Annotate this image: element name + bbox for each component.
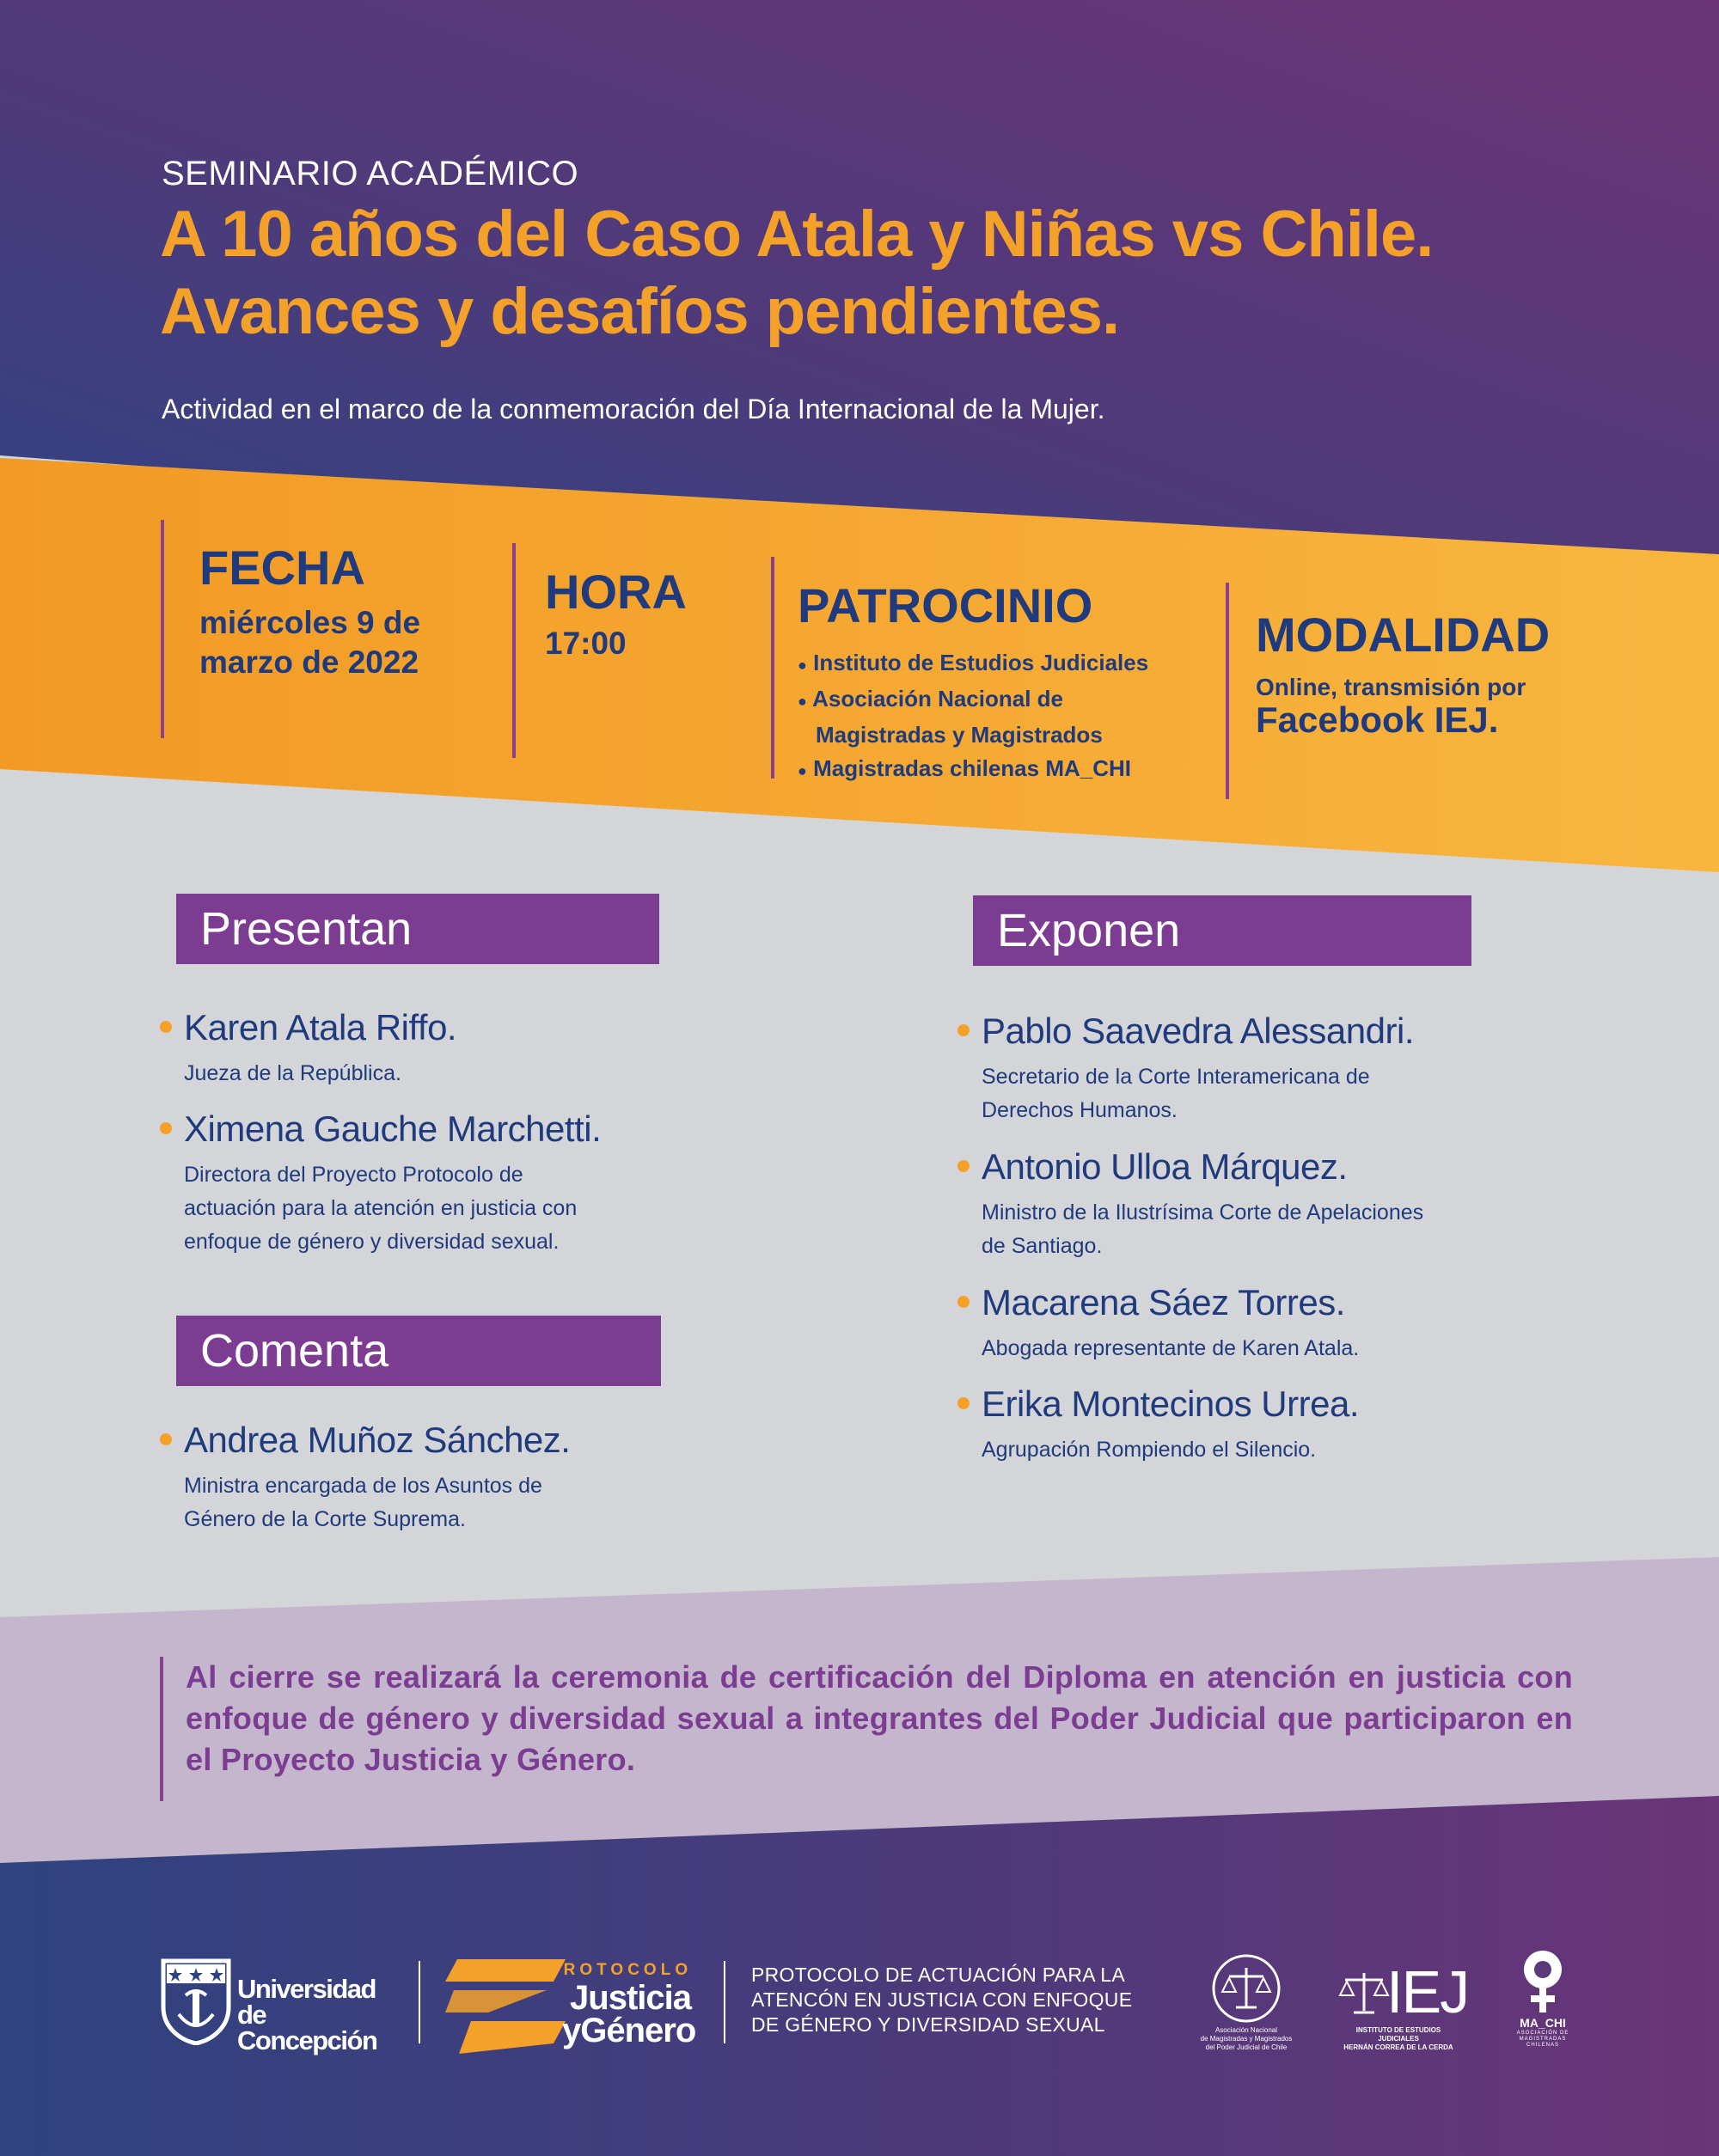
- fecha-line2: marzo de 2022: [199, 644, 419, 680]
- exponen-label: Exponen: [997, 905, 1181, 956]
- divider-line: [160, 1657, 163, 1801]
- event-title-line1: A 10 años del Caso Atala y Niñas vs Chile.: [160, 198, 1434, 271]
- person-name: Pablo Saavedra Alessandri.: [982, 1011, 1414, 1051]
- bullet-icon: [957, 1024, 970, 1036]
- protocolo-name-line1: Justicia: [570, 1979, 691, 2017]
- scales-icon: [1210, 1952, 1282, 2025]
- divider-line: [512, 543, 516, 758]
- divider-line: [161, 520, 164, 738]
- person-role: Directora del Proyecto Protocolo de actuación para la atención en justicia con enfoque de género y diversidad sexual.: [184, 1163, 578, 1254]
- comenta-header: [161, 1316, 661, 1386]
- sponsor-item: ● Asociación Nacional de: [798, 686, 1064, 712]
- iej-scales-icon: [1338, 1968, 1390, 2019]
- udec-shield-icon: [160, 1958, 232, 2045]
- modalidad-line1: Online, transmisión por: [1256, 674, 1526, 700]
- presentan-header: [161, 894, 659, 964]
- iej-logo: [1335, 1958, 1469, 2052]
- person-role: Ministra encargada de los Asuntos de Género de la Corte Suprema.: [184, 1474, 542, 1531]
- patrocinio-list: [798, 646, 1148, 788]
- sponsor-item: ● Instituto de Estudios Judiciales: [798, 650, 1149, 675]
- hora-label: HORA: [545, 565, 687, 619]
- closing-statement: Al cierre se realizará la ceremonia de certificación del Diploma en atención en justicia con enfoque de género y diversidad sexual a integrantes del Poder Judicial que participaron en el Proyecto Justicia y Género.: [186, 1659, 1573, 1777]
- person-role: Agrupación Rompiendo el Silencio.: [982, 1438, 1317, 1462]
- event-title-line2: Avances y desafíos pendientes.: [160, 275, 1120, 348]
- presentan-label: Presentan: [200, 903, 413, 955]
- person-name: Macarena Sáez Torres.: [982, 1282, 1345, 1322]
- person-role: Secretario de la Corte Interamericana de Derechos Humanos.: [982, 1065, 1370, 1122]
- fecha-line1: miércoles 9 de: [199, 605, 421, 640]
- machi-text-line: CHILENAS: [1526, 2043, 1559, 2048]
- divider-line: [771, 557, 774, 779]
- anm-text-line: Asociación Nacional: [1214, 2026, 1278, 2034]
- comenta-label: Comenta: [200, 1325, 389, 1377]
- udec-name-line2: de Concepción: [237, 2000, 377, 2055]
- protocolo-mark-icon: [445, 1959, 566, 2054]
- person-name: Antonio Ulloa Márquez.: [982, 1146, 1348, 1187]
- divider-line: [1226, 583, 1229, 799]
- iej-text-line: HERNÁN CORREA DE LA CERDA: [1343, 2043, 1453, 2051]
- person-name: Ximena Gauche Marchetti.: [184, 1109, 602, 1149]
- event-title: [160, 196, 1673, 351]
- person-role: Abogada representante de Karen Atala.: [982, 1336, 1360, 1360]
- bullet-icon: [957, 1160, 970, 1172]
- bullet-icon: [160, 1433, 172, 1445]
- patrocinio-label: PATROCINIO: [798, 578, 1093, 632]
- bullet-icon: [160, 1021, 172, 1033]
- person-role: Jueza de la República.: [184, 1061, 401, 1085]
- udec-logo: [160, 1958, 392, 2055]
- machi-text-line: ASOCIACIÓN DE: [1516, 2031, 1569, 2036]
- fecha-value: [199, 603, 420, 682]
- person-name: Andrea Muñoz Sánchez.: [184, 1420, 571, 1460]
- machi-logo: [1504, 1949, 1581, 2052]
- divider-line: [724, 1961, 725, 2043]
- bullet-icon: [957, 1296, 970, 1308]
- protocolo-logo: [445, 1959, 703, 2054]
- person-name: Karen Atala Riffo.: [184, 1007, 457, 1047]
- sponsor-item-cont: Magistradas y Magistrados: [816, 722, 1103, 748]
- modalidad-label: MODALIDAD: [1256, 608, 1551, 662]
- machi-name: MA_CHI: [1520, 2016, 1566, 2030]
- seminar-kicker: SEMINARIO ACADÉMICO: [162, 155, 579, 192]
- person-name: Erika Montecinos Urrea.: [982, 1383, 1359, 1424]
- divider-line: [419, 1961, 420, 2043]
- person-role: Ministro de la Ilustrísima Corte de Apelaciones de Santiago.: [982, 1200, 1424, 1258]
- female-symbol-icon: [1517, 1949, 1569, 2014]
- protocol-description: PROTOCOLO DE ACTUACIÓN PARA LA ATENCÓN EN JUSTICIA CON ENFOQUE DE GÉNERO Y DIVERSIDAD SEXUAL: [751, 1964, 1133, 2036]
- modalidad-link[interactable]: Facebook IEJ.: [1256, 699, 1499, 740]
- udec-name-line1: Universidad: [237, 1974, 376, 2004]
- protocolo-small-label: PROTOCOLO: [548, 1961, 693, 1979]
- protocolo-name-line2: yGénero: [562, 2012, 696, 2049]
- machi-text-line: MAGISTRADAS: [1519, 2037, 1567, 2042]
- anm-logo: [1190, 1952, 1302, 2055]
- bullet-icon: [957, 1397, 970, 1409]
- fecha-label: FECHA: [199, 541, 365, 595]
- iej-letters: IEJ: [1386, 1958, 1469, 2025]
- anm-text-line: de Magistradas y Magistrados: [1200, 2035, 1293, 2043]
- sponsor-item: ● Magistradas chilenas MA_CHI: [798, 755, 1131, 781]
- bullet-icon: [160, 1122, 172, 1134]
- hora-value: 17:00: [545, 626, 627, 661]
- iej-text-line: INSTITUTO DE ESTUDIOS JUDICIALES: [1355, 2026, 1441, 2043]
- exponen-header: [957, 895, 1471, 966]
- anm-text-line: del Poder Judicial de Chile: [1205, 2043, 1288, 2051]
- event-subtitle: Actividad en el marco de la conmemoración del Día Internacional de la Mujer.: [162, 394, 1105, 424]
